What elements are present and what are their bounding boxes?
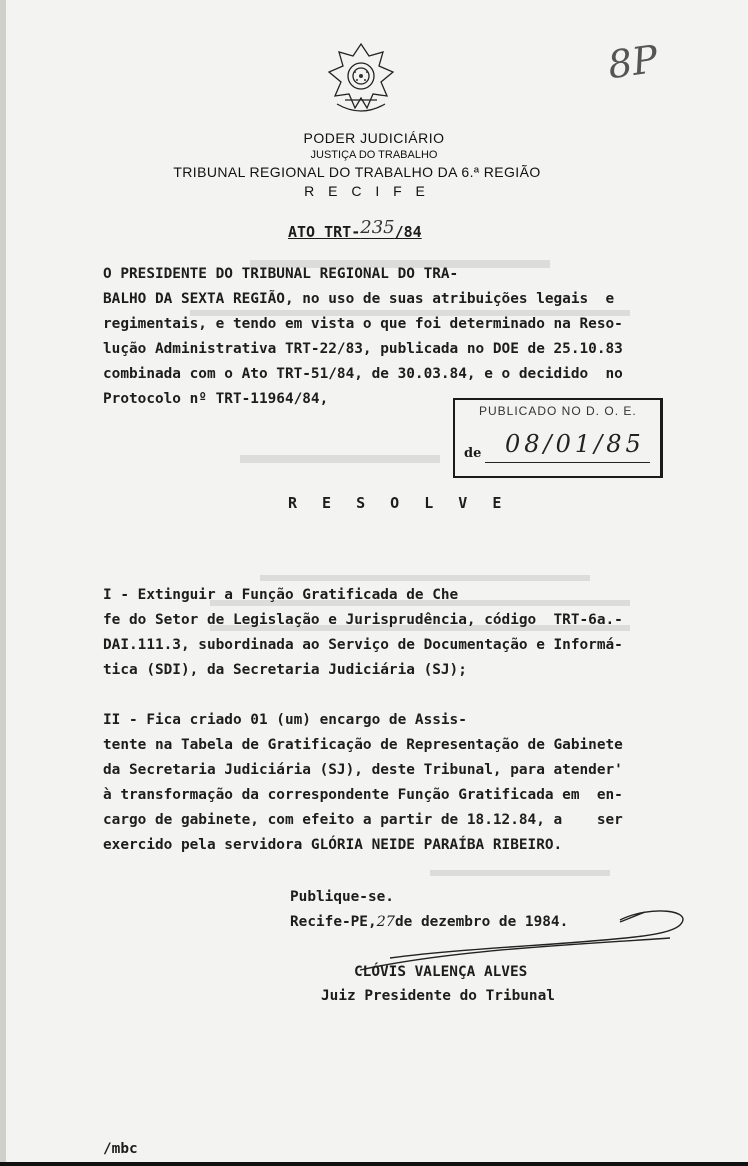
signatory-name: CLÓVIS VALENÇA ALVES: [354, 964, 528, 980]
stamp-label: PUBLICADO NO D. O. E.: [479, 404, 637, 418]
signatory-title: Juiz Presidente do Tribunal: [321, 988, 555, 1004]
day-handwritten: 27: [376, 914, 395, 930]
header-branch: PODER JUDICIÁRIO: [303, 130, 445, 146]
publication-stamp: [453, 398, 663, 478]
page-bottom-edge: [0, 1162, 748, 1166]
item-1-paragraph: I - Extinguir a Função Gratificada de Che fe do Setor de Legislação e Jurisprudência, código TRT-6a.- DAI.111.3, subordinada ao Serviço de Documentação e Informá- tica (SDI), da Secretaria Judiciária (SJ);: [103, 587, 623, 678]
preamble-paragraph: O PRESIDENTE DO TRIBUNAL REGIONAL DO TRA- BALHO DA SEXTA REGIÃO, no uso de suas atribuições legais e regimentais, e tendo em vista o que foi determinado na Reso- lução Administrativa TRT-22/83, publicada no DOE de 25.10.83 combinada com o Ato TRT-51/84, de 30.03.84, e o decidido no Protocolo nº TRT-11964/84,: [103, 266, 623, 407]
header-tribunal: TRIBUNAL REGIONAL DO TRABALHO DA 6.ª REGIÃO: [173, 164, 541, 180]
publish-line: Publique-se.: [290, 889, 394, 905]
stamp-de: de: [464, 446, 482, 461]
header-city: R E C I F E: [304, 183, 430, 199]
header-justice: JUSTIÇA DO TRABALHO: [310, 149, 438, 161]
act-number-handwritten: 235: [360, 217, 395, 238]
act-prefix: ATO TRT-: [288, 223, 361, 241]
stamp-date-handwritten: 08/01/85: [505, 430, 645, 458]
stamp-underline: [485, 462, 650, 463]
item-2-paragraph: II - Fica criado 01 (um) encargo de Assis- tente na Tabela de Gratificação de Representação de Gabinete da Secretaria Judiciária (SJ), deste Tribunal, para atender' à transformação da correspondente Função Gratificada em en- cargo de gabinete, com efeito a partir de 18.12.84, a ser exercido pela servidora GLÓRIA NEIDE PARAÍBA RIBEIRO.: [103, 712, 623, 853]
act-title: [288, 217, 422, 242]
resolve-heading: R E S O L V E: [288, 494, 510, 512]
typist-initials: /mbc: [103, 1141, 138, 1157]
date-rest: de dezembro de 1984.: [394, 914, 569, 930]
place-prefix: Recife-PE,: [290, 914, 377, 930]
handwritten-corner-mark: 8P: [605, 36, 661, 88]
act-suffix: /84: [394, 223, 422, 241]
coat-of-arms-icon: [325, 42, 397, 120]
